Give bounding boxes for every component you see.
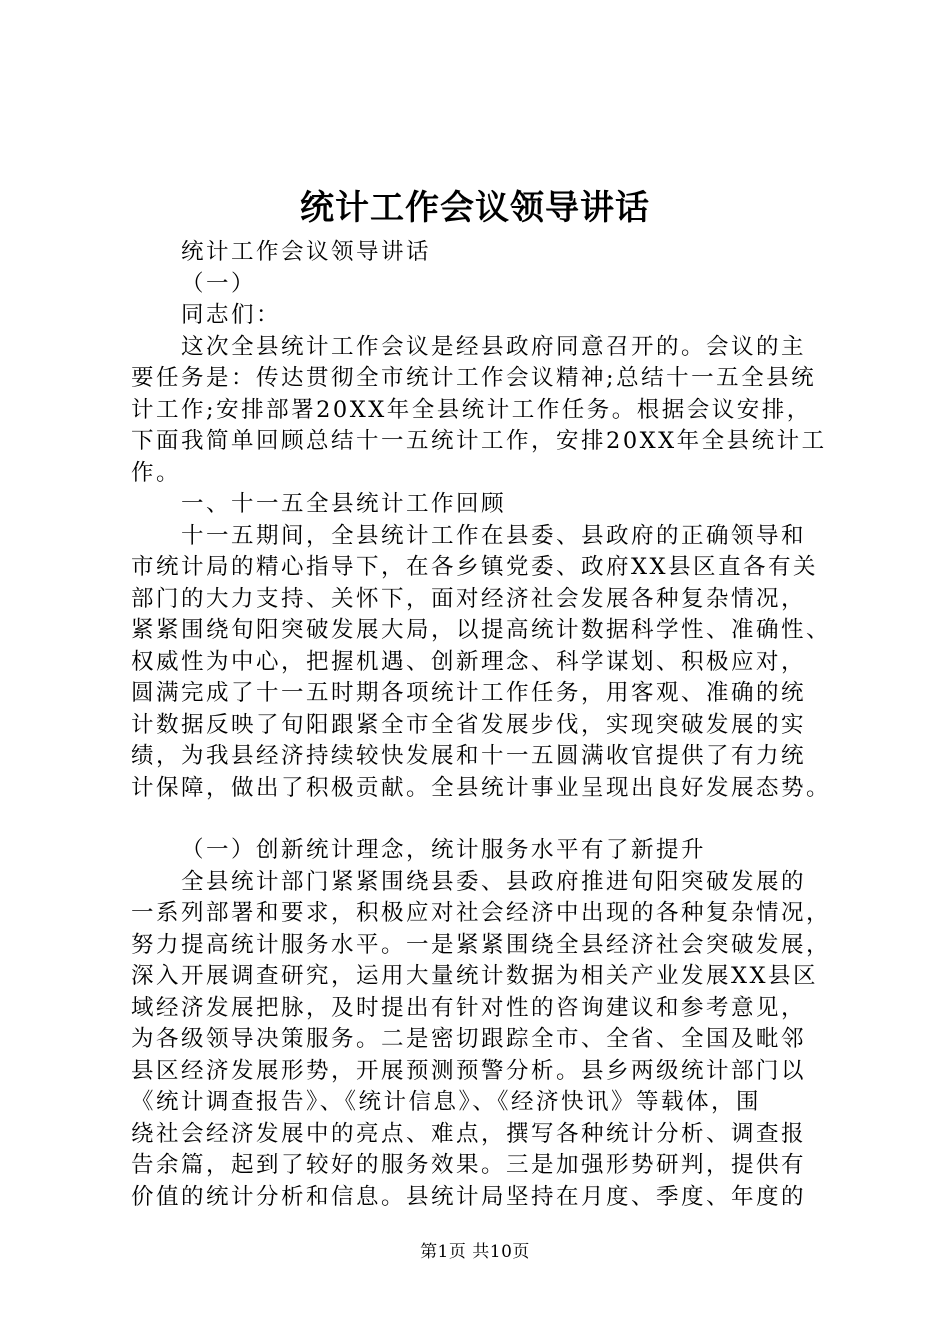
text-line: 统计工作会议领导讲话 (181, 239, 432, 265)
paragraph-gap (131, 804, 833, 835)
text-line: 全县统计部门紧紧围绕县委、县政府推进旬阳突破发展的 (181, 868, 807, 895)
text-line: 《统计调查报告》、《统计信息》、《经济快讯》等载体，围 (131, 1089, 762, 1115)
text-line: 紧紧围绕旬阳突破发展大局，以提高统计数据科学性、准确性、 (131, 617, 832, 643)
text-line: 一、十一五全县统计工作回顾 (181, 491, 507, 517)
text-line: 绕社会经济发展中的亮点、难点，撰写各种统计分析、调查报 (131, 1120, 807, 1147)
text-line: 一系列部署和要求，积极应对社会经济中出现的各种复杂情况， (131, 900, 832, 926)
text-line: 价值的统计分析和信息。县统计局坚持在月度、季度、年度的 (131, 1183, 807, 1210)
text-line: 计工作;安排部署20XX年全县统计工作任务。根据会议安排， (131, 396, 812, 423)
text-line: 作。 (131, 459, 182, 486)
text-line: 绩，为我县经济持续较快发展和十一五圆满收官提供了有力统 (131, 743, 807, 769)
text-line: 为各级领导决策服务。二是密切跟踪全市、全省、全国及毗邻 (131, 1026, 807, 1052)
page-footer: 第1页 共10页 (420, 1242, 530, 1262)
text-line: 市统计局的精心指导下，在各乡镇党委、政府XX县区直各有关 (131, 554, 819, 580)
document-body (131, 237, 833, 1213)
text-line: 同志们： (181, 302, 282, 328)
text-line: 计数据反映了旬阳跟紧全市全省发展步伐，实现突破发展的实 (131, 711, 807, 738)
text-line: 下面我简单回顾总结十一五统计工作，安排20XX年全县统计工 (131, 428, 827, 454)
text-line: 这次全县统计工作会议是经县政府同意召开的。会议的主 (181, 333, 807, 360)
text-line: 圆满完成了十一五时期各项统计工作任务，用客观、准确的统 (131, 680, 807, 706)
text-line: 告余篇，起到了较好的服务效果。三是加强形势研判，提供有 (131, 1152, 807, 1178)
text-line: （一） (181, 270, 257, 297)
text-line: 要任务是：传达贯彻全市统计工作会议精神;总结十一五全县统 (131, 365, 817, 391)
text-line: 努力提高统计服务水平。一是紧紧围绕全县经济社会突破发展， (131, 931, 832, 958)
text-line: 权威性为中心，把握机遇、创新理念、科学谋划、积极应对， (131, 648, 807, 675)
text-line: 计保障，做出了积极贡献。全县统计事业呈现出良好发展态势。 (131, 774, 832, 801)
document-title: 统计工作会议领导讲话 (300, 188, 650, 228)
text-line: （一）创新统计理念，统计服务水平有了新提升 (181, 837, 707, 863)
text-line: 深入开展调查研究，运用大量统计数据为相关产业发展XX县区 (131, 963, 819, 989)
text-line: 域经济发展把脉，及时提出有针对性的咨询建议和参考意见， (131, 994, 807, 1021)
text-line: 县区经济发展形势，开展预测预警分析。县乡两级统计部门以 (131, 1057, 807, 1084)
text-line: 十一五期间，全县统计工作在县委、县政府的正确领导和 (181, 522, 807, 549)
text-line: 部门的大力支持、关怀下，面对经济社会发展各种复杂情况， (131, 585, 807, 612)
